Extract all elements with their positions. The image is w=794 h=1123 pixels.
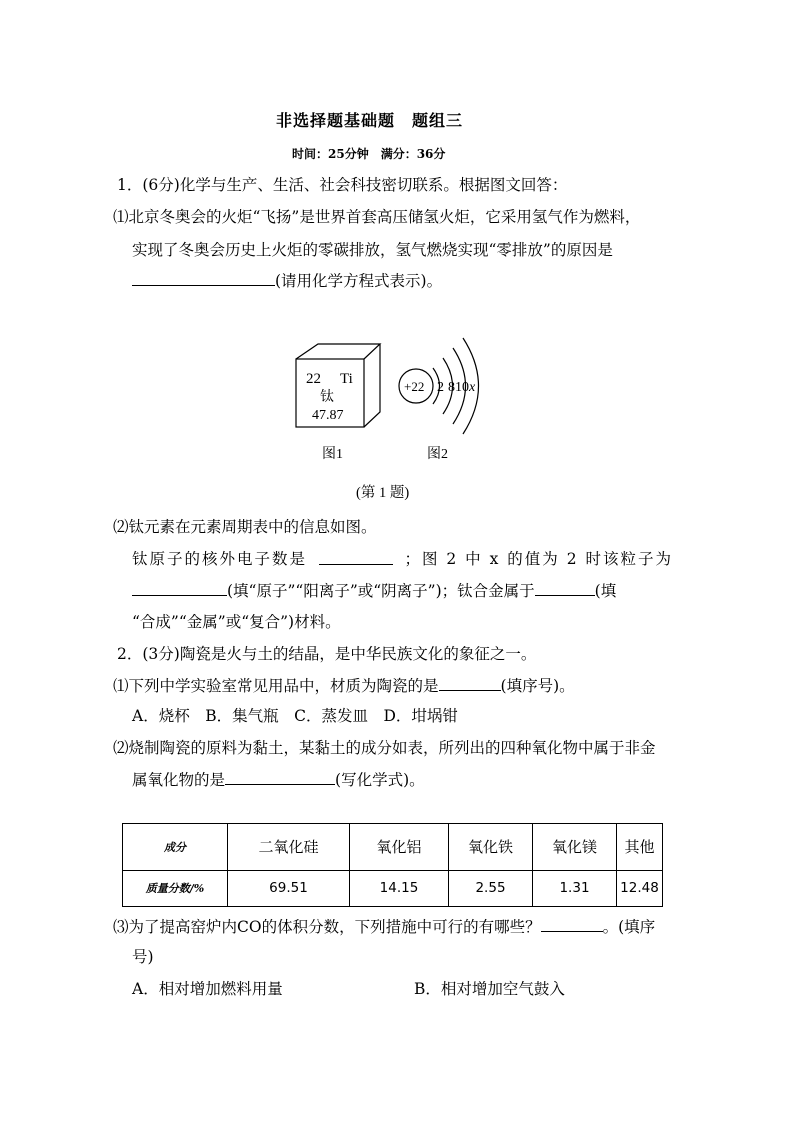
nucleus-charge: +22 [404,379,425,394]
answer-blank[interactable] [439,675,501,691]
q2-stem: 2．(3分)陶瓷是火与土的结晶，是中华民族文化的象征之一。 [117,645,537,663]
q2-part3-line2: 号) [132,948,154,966]
table-cell: 12.48 [617,870,663,906]
page-title: 非选择题基础题 题组三 [276,111,464,130]
q2-part1-text: ⑴下列中学实验室常见用品中，材质为陶瓷的是 [113,677,439,695]
element-number: 22 [306,371,321,387]
q2-part1-hint: (填序号)。 [500,677,575,695]
electron-counts: 2 810x [437,380,476,395]
table-row [123,870,663,906]
q2-part2-line2 [132,769,425,790]
table-header-cell: 氧化铝 [350,824,449,871]
clay-composition-table [122,823,663,907]
table-cell: 1.31 [533,870,617,906]
answer-blank[interactable] [132,270,275,286]
q1-part2-text-b: ；图 2 中 x 的值为 2 时该粒子为 [404,550,673,568]
row-label: 质量分数/% [123,870,228,906]
element-name: 钛 [320,389,334,405]
table-cell: 14.15 [350,870,449,906]
q2-part3-text-b: 。(填序 [602,918,656,936]
q1-part2-line1: ⑵钛元素在元素周期表中的信息如图。 [113,518,377,536]
table-header-cell: 氧化铁 [449,824,533,871]
answer-blank[interactable] [541,916,603,932]
q1-part1-line3 [132,270,442,291]
table-header-row [123,824,663,871]
atomic-mass: 47.87 [312,408,344,423]
q2-part3-option-a: A．相对增加燃料用量 [132,980,283,998]
q2-part3-line1 [113,916,655,937]
table-header-cell: 成分 [123,824,228,871]
q1-part2-line4: “合成”“金属”或“复合”)材料。 [132,613,341,631]
table-header-cell: 氧化镁 [533,824,617,871]
exam-meta: 时间：25分钟 满分：36分 [292,147,446,161]
q2-part1-options: A．烧杯 B．集气瓶 C．蒸发皿 D．坩埚钳 [132,707,458,725]
q1-part2-text-d: (填 [594,582,617,600]
answer-blank[interactable] [535,580,595,596]
q1-figure [280,330,500,470]
q2-part2-text-a: 属氧化物的是 [132,771,226,789]
element-symbol: Ti [340,371,353,387]
q2-part3-text-a: ⑶为了提高窑炉内CO的体积分数，下列措施中可行的有哪些？ [113,918,541,936]
q1-part1-line1: ⑴北京冬奥会的火炬“飞扬”是世界首套高压储氢火炬，它采用氢气作为燃料， [113,208,641,226]
q1-part1-line2: 实现了冬奥会历史上火炬的零碳排放，氢气燃烧实现“零排放”的原因是 [132,241,613,259]
q2-part2-text-b: (写化学式)。 [335,771,425,789]
table-cell: 2.55 [449,870,533,906]
q1-part2-line3 [132,580,616,601]
answer-blank[interactable] [225,769,335,785]
q1-part1-hint: (请用化学方程式表示)。 [275,272,443,290]
table-header-cell: 二氧化硅 [228,824,350,871]
fig2-label: 图2 [427,447,448,462]
table-header-cell: 其他 [617,824,663,871]
q1-part2-line2 [132,549,673,569]
answer-blank[interactable] [319,549,393,565]
fig1-label: 图1 [322,447,343,462]
q2-part2-line1: ⑵烧制陶瓷的原料为黏土，某黏土的成分如表，所列出的四种氧化物中属于非金 [113,739,656,757]
answer-blank[interactable] [132,580,227,596]
q2-part3-option-b: B．相对增加空气鼓入 [414,980,565,998]
figure-caption: (第 1 题) [356,485,410,501]
table-cell: 69.51 [228,870,350,906]
q1-part2-text-c: (填“原子”“阳离子”或“阴离子”)；钛合金属于 [227,582,535,600]
q1-stem: 1．(6分)化学与生产、生活、社会科技密切联系。根据图文回答： [117,176,568,194]
q1-part2-text-a: 钛原子的核外电子数是 [132,550,308,568]
q2-part1 [113,675,575,696]
